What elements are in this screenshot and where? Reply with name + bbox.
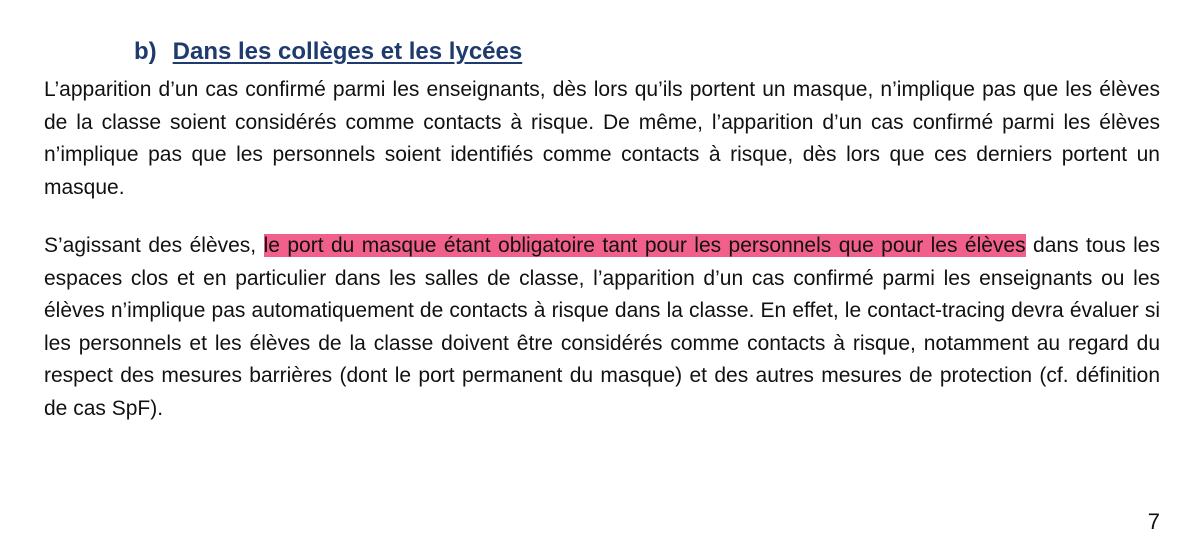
highlighted-text: le port du masque étant obligatoire tant pour les personnels que pour les élèves (263, 234, 1026, 257)
section-title: Dans les collèges et les lycées (172, 38, 523, 65)
paragraph-2-rest: dans tous les espaces clos et en particulier dans les salles de classe, l’apparition d’un cas confirmé parmi les enseignants ou les élèves n’implique pas automatiquement de contacts à risque dans la classe. En effet, le contact-tracing devra évaluer si les personnels et les élèves de la classe doivent être considérés comme contacts à risque, notamment au regard du respect des mesures barrières (dont le port permanent du masque) et des autres mesures de protection (cf. définition de cas SpF). (44, 234, 1160, 420)
paragraph-2 (44, 230, 1160, 425)
section-heading (134, 38, 522, 66)
paragraph-1: L’apparition d’un cas confirmé parmi les enseignants, dès lors qu’ils portent un masque, n’implique pas que les élèves de la classe soient considérés comme contacts à risque. De même, l’apparition d’un cas confirmé parmi les élèves n’implique pas que les personnels soient identifiés comme contacts à risque, dès lors que ces derniers portent un masque. (44, 78, 1160, 199)
paragraph-2-intro: S’agissant des élèves, (44, 234, 264, 257)
section-number: b) (134, 38, 157, 65)
page-number: 7 (1147, 509, 1160, 534)
